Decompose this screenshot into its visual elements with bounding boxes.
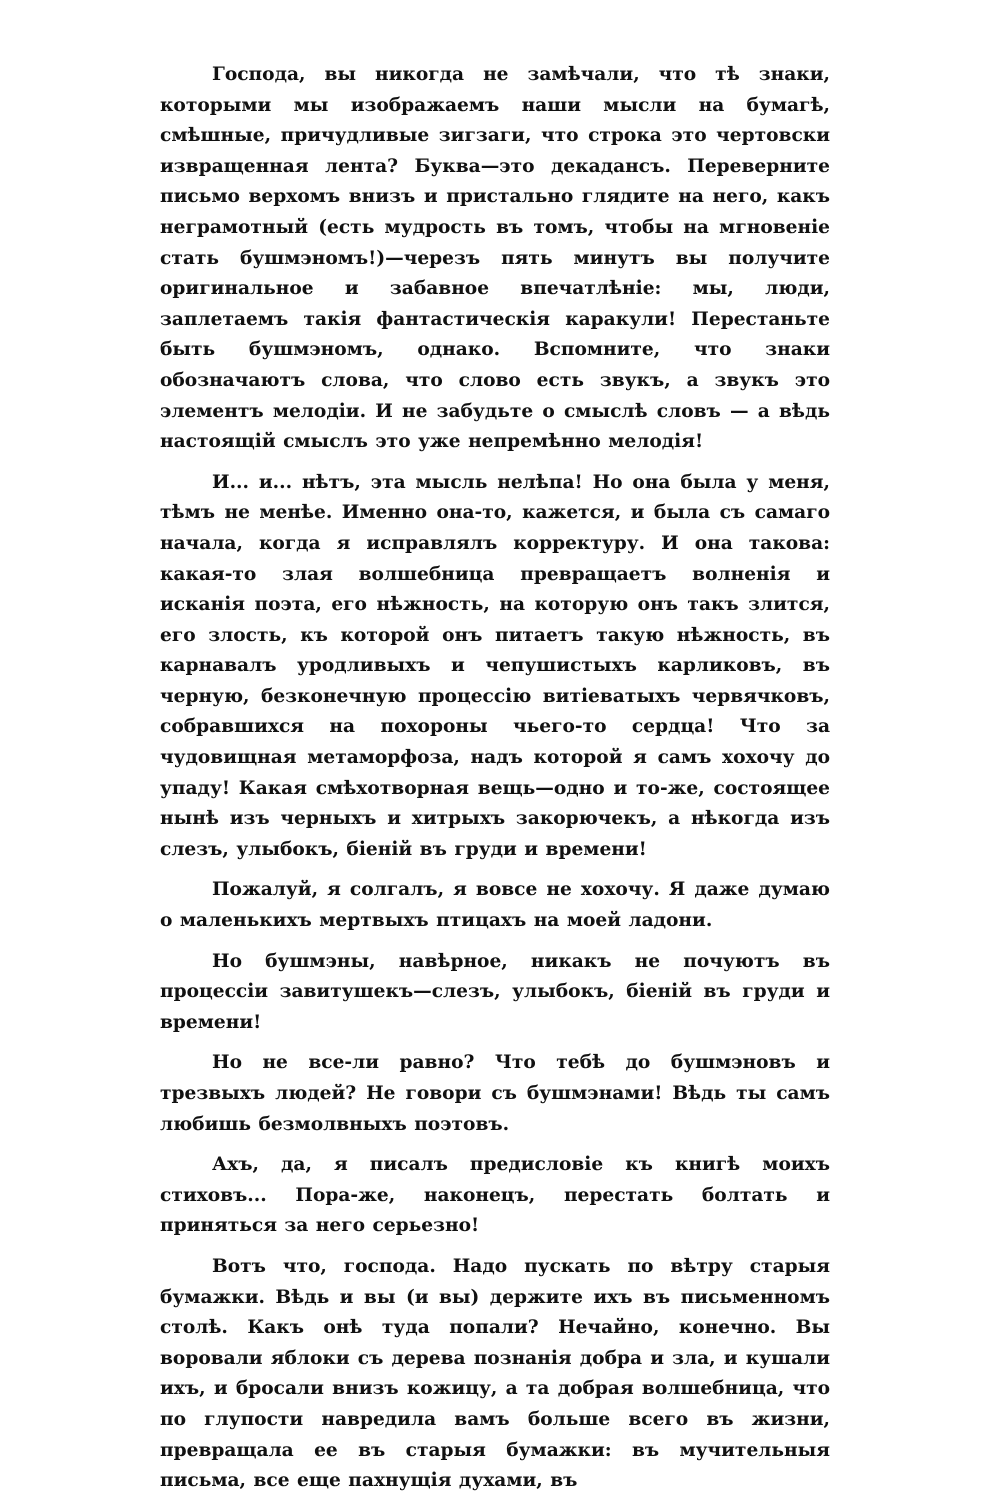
paragraph-2: И... и... нѣтъ, эта мысль нелѣпа! Но она была у меня, тѣмъ не менѣе. Именно она-то, кажется, и была съ самаго начала, когда я исправлялъ корректуру. И она такова: какая-то злая волшебница превращаетъ волненія и исканія поэта, его нѣжность, на которую онъ такъ злится, его злость, къ которой онъ питаетъ такую нѣжность, въ карнавалъ уродливыхъ и чепушистыхъ карликовъ, въ черную, безконечную процессію витіеватыхъ червячковъ, собравшихся на похороны чьего-то сердца! Что за чудовищная метаморфоза, надъ которой я самъ хохочу до упаду! Какая смѣхотворная вещь—одно и то-же, состоящее нынѣ изъ черныхъ и хитрыхъ закорючекъ, а нѣкогда изъ слезъ, улыбокъ, біеній въ груди и времени!: [160, 471, 830, 860]
paragraph-6: Ахъ, да, я писалъ предисловіе къ книгѣ моихъ стиховъ... Пора-же, наконецъ, перестать болтать и приняться за него серьезно!: [160, 1154, 830, 1237]
page-body: [160, 60, 830, 1497]
paragraph-1: Господа, вы никогда не замѣчали, что тѣ знаки, которыми мы изображаемъ наши мысли на бумагѣ, смѣшные, причудливые зигзаги, что строка это чертовски извращенная лента? Буква—это декадансъ. Переверните письмо верхомъ внизъ и пристально глядите на него, какъ неграмотный (есть мудрость въ томъ, чтобы на мгновеніе стать бушмэномъ!)—черезъ пять минутъ вы получите оригинальное и забавное впечатлѣніе: мы, люди, заплетаемъ такія фантастическія каракули! Перестаньте быть бушмэномъ, однако. Вспомните, что знаки обозначаютъ слова, что слово есть звукъ, а звукъ это элементъ мелодіи. И не забудьте о смыслѣ словъ — а вѣдь настоящій смыслъ это уже непремѣнно мелодія!: [160, 64, 830, 453]
paragraph-4: Но бушмэны, навѣрное, никакъ не почуютъ въ процессіи завитушекъ—слезъ, улыбокъ, біеній въ груди и времени!: [160, 950, 830, 1033]
paragraph-7: Вотъ что, господа. Надо пускать по вѣтру старыя бумажки. Вѣдь и вы (и вы) держите ихъ въ письменномъ столѣ. Какъ онѣ туда попали? Нечайно, конечно. Вы воровали яблоки съ дерева познанія добра и зла, и кушали ихъ, и бросали внизъ кожицу, а та добрая волшебница, что по глупости навредила вамъ больше всего въ жизни, превращала ее въ старыя бумажки: въ мучительныя письма, все еще пахнущія духами, въ: [160, 1255, 830, 1492]
paragraph-5: Но не все-ли равно? Что тебѣ до бушмэновъ и трезвыхъ людей? Не говори съ бушмэнами! Вѣдь ты самъ любишь безмолвныхъ поэтовъ.: [160, 1052, 830, 1135]
paragraph-3: Пожалуй, я солгалъ, я вовсе не хохочу. Я даже думаю о маленькихъ мертвыхъ птицахъ на моей ладони.: [160, 879, 830, 932]
